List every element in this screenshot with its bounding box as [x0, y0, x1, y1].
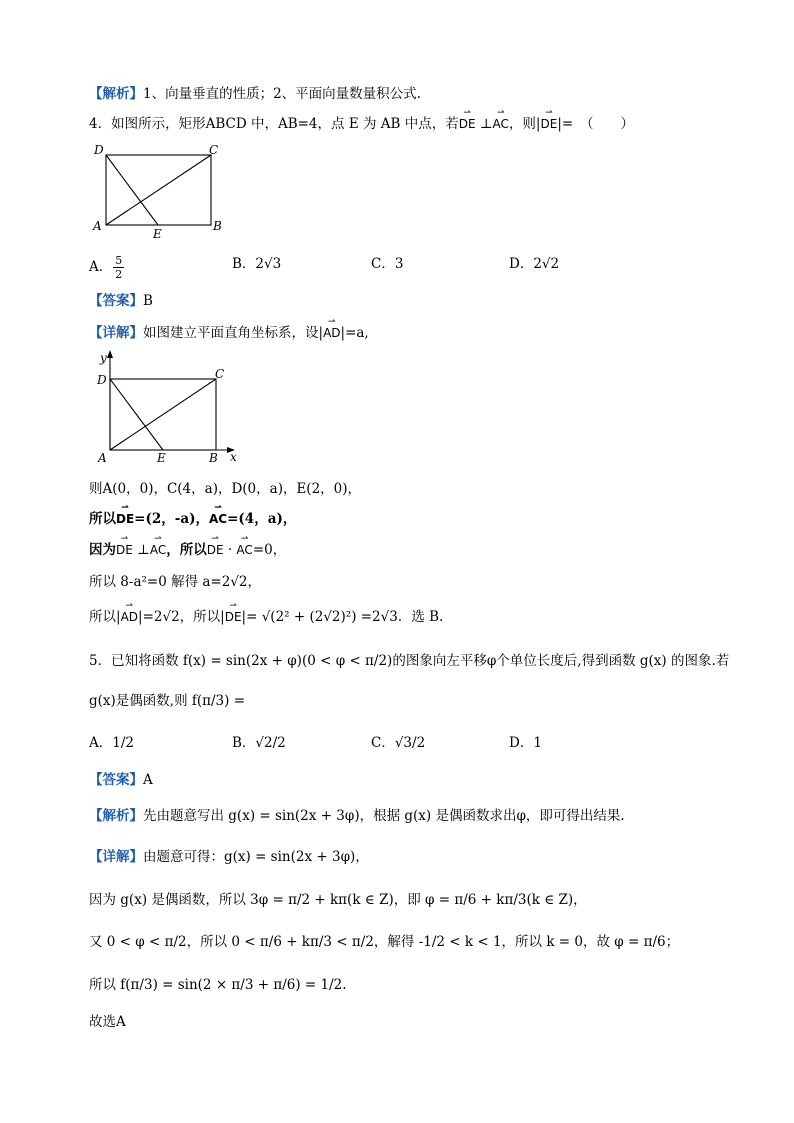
label-a: A	[93, 219, 102, 233]
q5-option-c: C．√3/2	[371, 735, 426, 751]
vector-ac: ⇀ AC	[493, 114, 509, 134]
vector-de: ⇀ DE	[459, 114, 476, 134]
question-5-stem-1: 5．已知将函数 f(x) = sin(2x + φ)(0 < φ < π/2)的图象向左平移φ个单位长度后,得到函数 g(x) 的图象.若	[89, 653, 730, 669]
label-e: E	[157, 451, 166, 465]
analysis-tag: 【解析】	[89, 86, 143, 102]
q5-option-d: D．1	[509, 735, 542, 751]
q4-option-b: B．2√3	[232, 256, 282, 272]
q5-detail-1: 【详解】由题意可得：g(x) = sin(2x + 3φ)，	[89, 849, 369, 865]
label-y: y	[100, 351, 107, 365]
label-x: x	[230, 450, 237, 464]
vector-ad: ⇀ AD	[323, 323, 340, 343]
q5-detail-4: 所以 f(π/3) = sin(2 × π/3 + π/6) = 1/2.	[89, 977, 347, 993]
q5-answer: 【答案】A	[89, 772, 153, 788]
label-b: B	[209, 451, 218, 465]
q4-option-d: D．2√2	[509, 256, 560, 272]
analysis-text: 1、向量垂直的性质；2、平面向量数量积公式.	[143, 86, 421, 102]
q5-detail-3: 又 0 < φ < π/2，所以 0 < π/6 + kπ/3 < π/2，解得 -1/2 < k < 1，所以 k = 0，故 φ = π/6；	[89, 934, 680, 950]
q4-answer: 【答案】B	[89, 293, 153, 309]
figure-coordinate-system	[90, 348, 245, 466]
q4-option-a: A． $\frac{5}{2}$	[89, 254, 123, 281]
label-a: A	[98, 451, 107, 465]
label-e: E	[153, 227, 162, 240]
label-c: C	[215, 367, 225, 381]
q5-analysis: 【解析】先由题意写出 g(x) = sin(2x + 3φ)，根据 g(x) 是偶函数求出φ，即可得出结果.	[89, 808, 625, 824]
q4-detail-4: 因为⇀ DE ⊥⇀ AC，所以⇀ DE · ⇀ AC=0，	[89, 540, 286, 560]
q4-detail-6: 所以|⇀ AD|=2√2，所以|⇀ DE|= √(2² + (2√2)²) =2√3．选 B.	[89, 607, 443, 627]
vector-de: ⇀ DE	[541, 114, 558, 134]
label-d: D	[94, 143, 104, 157]
q4-detail-3: 所以⇀ DE=(2，-a)，⇀ AC=(4，a)，	[89, 509, 296, 529]
q4-detail-1: 【详解】如图建立平面直角坐标系，设|⇀ AD|=a,	[89, 323, 369, 343]
q4-option-c: C．3	[371, 256, 404, 272]
q5-detail-5: 故选A	[89, 1014, 126, 1030]
q5-option-b: B．√2/2	[232, 735, 286, 751]
analysis-line	[89, 84, 421, 104]
question-4-stem: 4．如图所示，矩形ABCD 中，AB=4，点 E 为 AB 中点，若⇀ DE ⊥⇀ AC，则|⇀ DE|= （ ）	[89, 114, 634, 134]
figure-rectangle-abcd	[90, 140, 230, 240]
q4-detail-2: 则A(0，0)，C(4，a)，D(0，a)，E(2，0)，	[89, 481, 362, 497]
question-5-stem-2: g(x)是偶函数,则 f(π/3) =	[89, 693, 246, 709]
label-c: C	[209, 143, 219, 157]
label-d: D	[97, 373, 107, 387]
q4-detail-5: 所以 8-a²=0 解得 a=2√2，	[89, 574, 262, 590]
q5-detail-2: 因为 g(x) 是偶函数，所以 3φ = π/2 + kπ(k ∈ Z)，即 φ = π/6 + kπ/3(k ∈ Z)，	[89, 892, 587, 908]
label-b: B	[213, 219, 222, 233]
q5-option-a: A．1/2	[89, 735, 134, 751]
